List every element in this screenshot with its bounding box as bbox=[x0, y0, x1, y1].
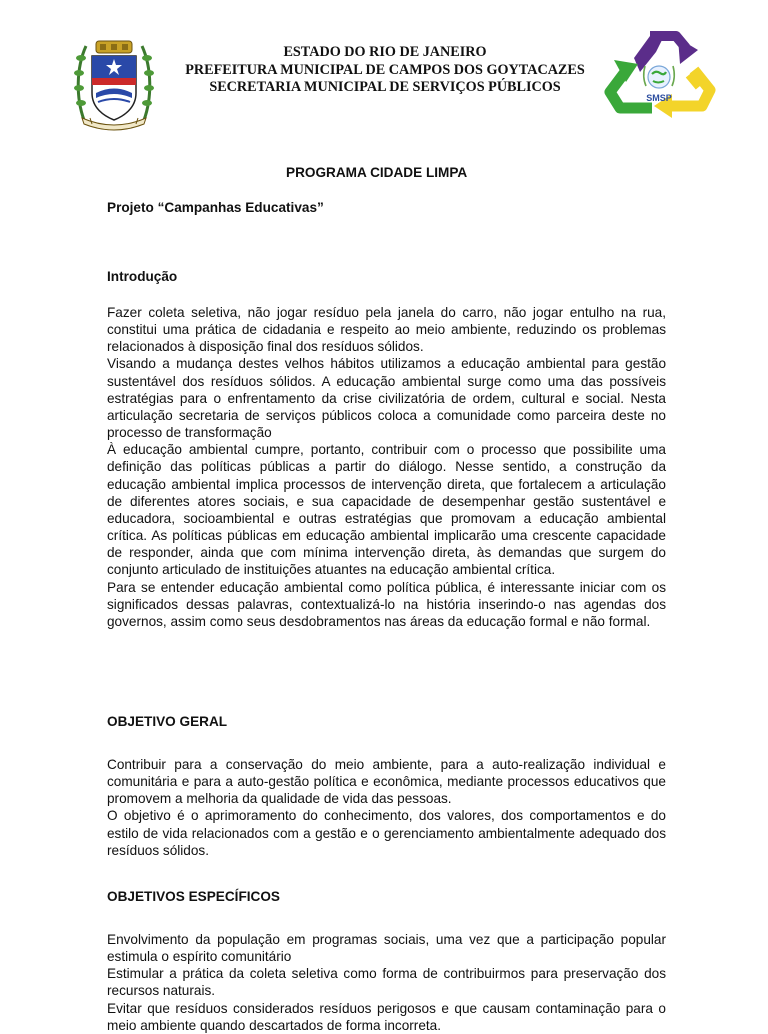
general-objective-heading: OBJETIVO GERAL bbox=[107, 714, 228, 729]
document-title: PROGRAMA CIDADE LIMPA bbox=[286, 165, 468, 180]
smsp-recycling-logo bbox=[598, 30, 720, 122]
intro-paragraph: Visando a mudança destes velhos hábitos utilizamos a educação ambiental para gestão sustentável dos resíduos sólidos. A educação ambiental surge como uma das possíveis estratégias para o enfrentamento da crise civilizatória de ordem, cultural e social. Nesta articulação secretaria de serviços públicos coloca a comunidade como parceira deste no processo de transformação bbox=[107, 356, 666, 441]
smsp-logo-text: SMSP bbox=[646, 93, 672, 103]
specific-objective-item: Estimular a prática da coleta seletiva como forma de contribuirmos para preservação dos recursos naturais. bbox=[107, 966, 666, 999]
coat-of-arms-logo bbox=[74, 38, 154, 130]
general-objective-paragraph: Contribuir para a conservação do meio ambiente, para a auto-realização individual e comunitária e para a auto-gestão política e econômica, mediante processos educativos que promovem a melhoria da qualidade de vida das pessoas. bbox=[107, 757, 666, 807]
header-state: ESTADO DO RIO DE JANEIRO bbox=[283, 44, 487, 60]
header-secretariat: SECRETARIA MUNICIPAL DE SERVIÇOS PÚBLICOS bbox=[209, 79, 561, 95]
intro-paragraph: Fazer coleta seletiva, não jogar resíduo pela janela do carro, não jogar entulho na rua, constitui uma prática de cidadania e respeito ao meio ambiente, reduzindo os problemas relacionados à disposição final dos resíduos sólidos. bbox=[107, 305, 666, 355]
general-objective-section bbox=[107, 756, 666, 859]
general-objective-paragraph: O objetivo é o aprimoramento do conhecimento, dos valores, dos comportamentos e do estilo de vida relacionados com a gestão e o gerenciamento ambientalmente adequado dos resíduos sólidos. bbox=[107, 808, 666, 858]
intro-heading: Introdução bbox=[107, 269, 178, 284]
intro-paragraph: À educação ambiental cumpre, portanto, contribuir com o processo que possibilite uma definição das políticas públicas a partir do diálogo. Nesse sentido, a construção da educação ambiental implica processos de intervenção direta, que fortalecem a articulação de diferentes atores sociais, e sua capacidade de desempenhar gestão sustentável e educadora, socioambiental e outras estratégias que promovam a educação ambiental crítica. As políticas públicas em educação ambiental implicarão uma crescente capacidade de responder, ainda que com mínima intervenção direta, às demandas que surgem do conjunto articulado de instituições atuantes na educação ambiental crítica. bbox=[107, 442, 666, 578]
specific-objectives-section bbox=[107, 931, 666, 1034]
specific-objective-item: Envolvimento da população em programas sociais, uma vez que a participação popular estimula o espírito comunitário bbox=[107, 932, 666, 965]
header-prefecture: PREFEITURA MUNICIPAL DE CAMPOS DOS GOYTACAZES bbox=[185, 62, 585, 78]
project-title: Projeto “Campanhas Educativas” bbox=[107, 200, 324, 215]
intro-section bbox=[107, 304, 666, 630]
intro-paragraph: Para se entender educação ambiental como política pública, é interessante iniciar com os significados dessas palavras, contextualizá-lo na história inserindo-o nas agendas dos governos, assim como seus desdobramentos nas áreas da educação formal e não formal. bbox=[107, 579, 666, 629]
specific-objectives-heading: OBJETIVOS ESPECÍFICOS bbox=[107, 889, 280, 904]
specific-objective-item: Evitar que resíduos considerados resíduos perigosos e que causam contaminação para o meio ambiente quando descartados de forma incorreta. bbox=[107, 1000, 666, 1033]
